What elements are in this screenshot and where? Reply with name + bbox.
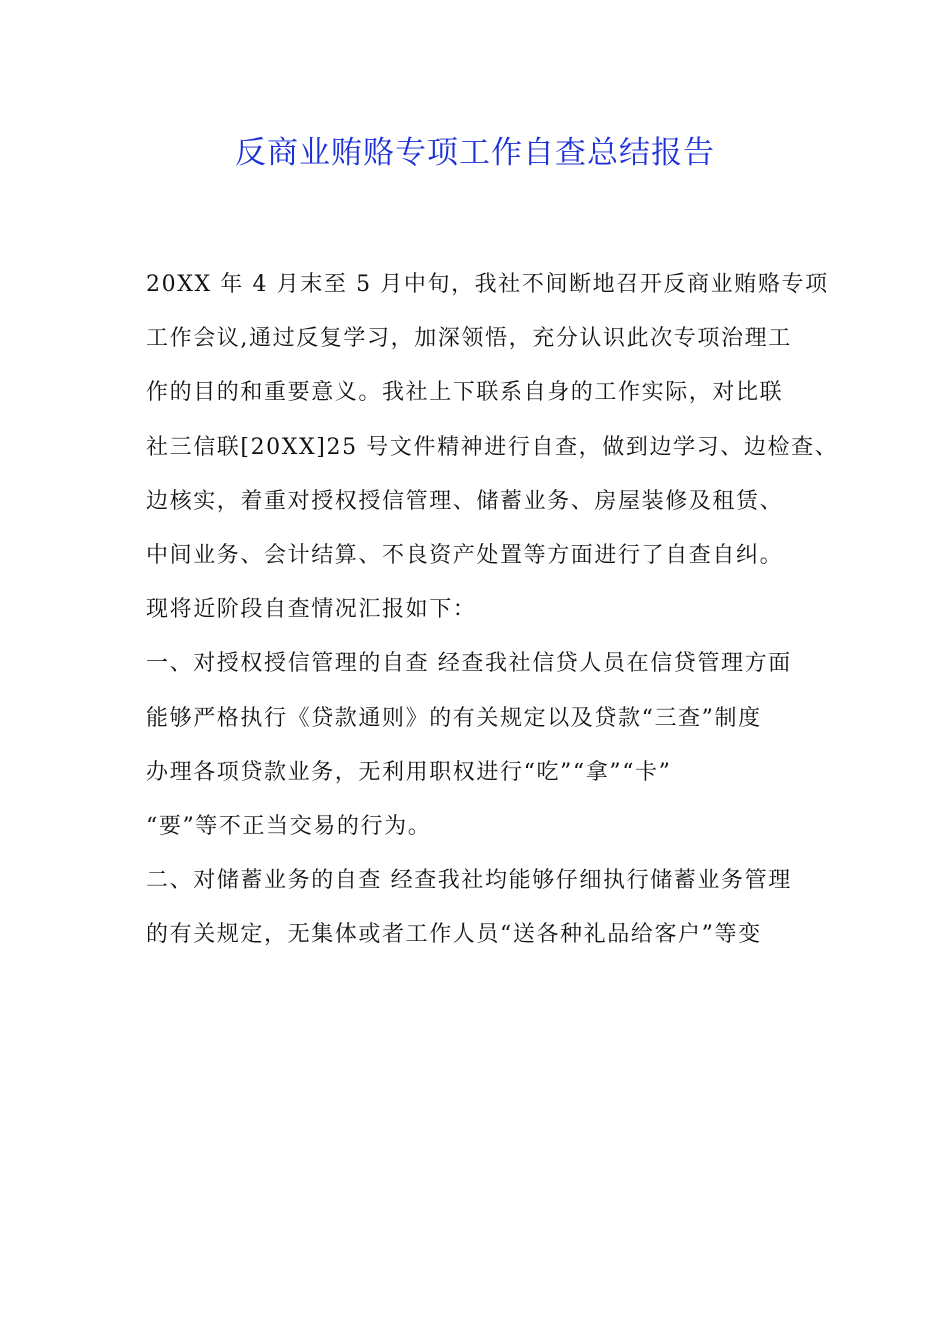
body-line: 能够严格执行《贷款通则》的有关规定以及贷款“三查”制度 — [146, 705, 762, 731]
body-line: 二、对储蓄业务的自查 经查我社均能够仔细执行储蓄业务管理 — [146, 868, 792, 894]
body-line: 一、对授权授信管理的自查 经查我社信贷人员在信贷管理方面 — [146, 651, 792, 677]
body-line: 办理各项贷款业务，无利用职权进行“吃”“拿”“卡” — [146, 759, 672, 785]
body-line: 中间业务、会计结算、不良资产处置等方面进行了自查自纠。 — [146, 543, 784, 569]
body-line: 工作会议,通过反复学习，加深领悟，充分认识此次专项治理工 — [146, 326, 792, 352]
body-line: 的有关规定，无集体或者工作人员“送各种礼品给客户”等变 — [146, 922, 762, 948]
body-line: 作的目的和重要意义。我社上下联系自身的工作实际，对比联 — [146, 380, 784, 406]
document-body — [146, 258, 839, 963]
body-line: 社三信联[20XX]25 号文件精神进行自查，做到边学习、边检查、 — [146, 434, 839, 460]
document-title: 反商业贿赂专项工作自查总结报告 — [235, 135, 715, 171]
body-line: “要”等不正当交易的行为。 — [146, 814, 432, 840]
body-line: 现将近阶段自查情况汇报如下： — [146, 597, 477, 623]
body-line: 20XX 年 4 月末至 5 月中旬，我社不间断地召开反商业贿赂专项 — [146, 272, 829, 297]
body-line: 边核实，着重对授权授信管理、储蓄业务、房屋装修及租赁、 — [146, 488, 784, 514]
